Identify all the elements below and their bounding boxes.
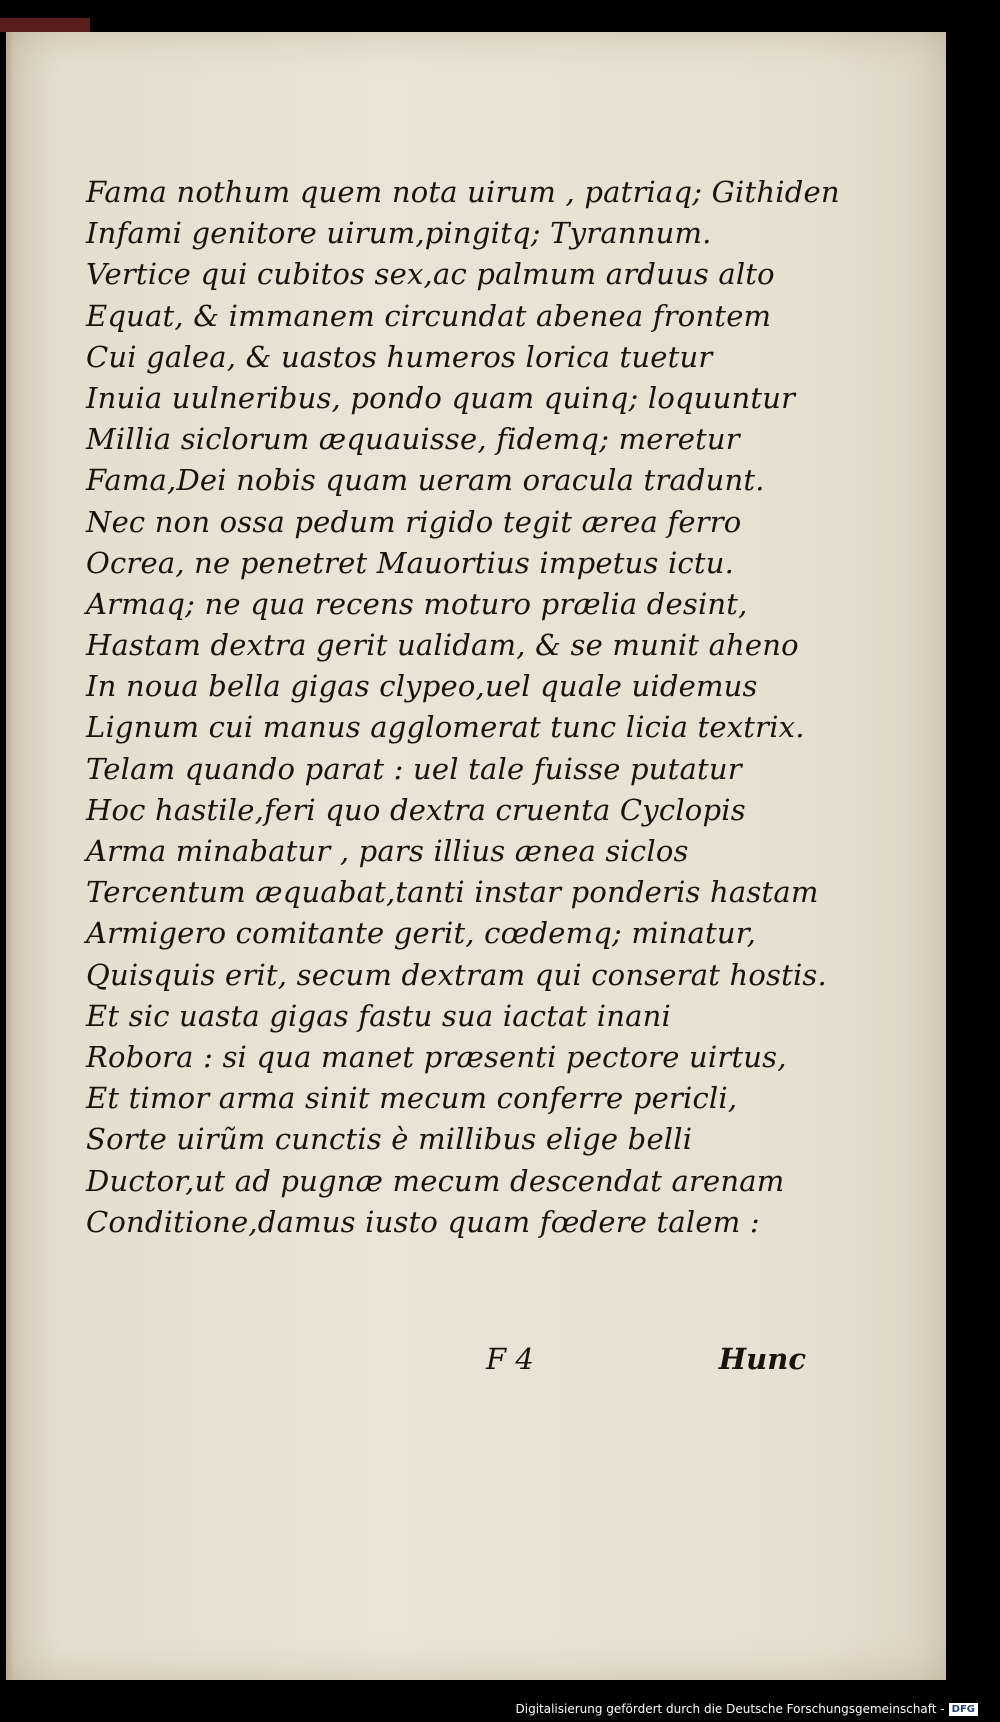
verse-line: Quisquis erit, secum dextram qui conserat hostis. (86, 957, 827, 992)
verse-line: Sorte uirũm cunctis è millibus elige belli (86, 1122, 693, 1157)
verse-line: In noua bella gigas clypeo,uel quale uidemus (86, 669, 758, 704)
signature-mark: F 4 (486, 1342, 534, 1376)
verse-line: Ocrea, ne penetret Mauortius impetus ictu. (86, 545, 735, 580)
verse-line: Et sic uasta gigas fastu sua iactat inani (86, 998, 671, 1033)
verse-line: Hastam dextra gerit ualidam, & se munit aheno (86, 628, 799, 663)
verse-line: Hoc hastile,feri quo dextra cruenta Cyclopis (86, 792, 746, 827)
credit-text: Digitalisierung gefördert durch die Deutsche Forschungsgemeinschaft - (515, 1702, 945, 1716)
catchword: Hunc (718, 1342, 806, 1376)
verse-line: Armigero comitante gerit, cœdemq; minatur, (86, 916, 756, 951)
page-footer-row (86, 1342, 806, 1382)
verse-line: Inuia uulneribus, pondo quam quinq; loquuntur (86, 380, 796, 415)
bookmark-tab (0, 18, 90, 32)
digitization-credit (516, 1702, 979, 1716)
verse-line: Ductor,ut ad pugnæ mecum descendat arenam (86, 1163, 785, 1198)
verse-line: Telam quando parat : uel tale fuisse putatur (86, 751, 742, 786)
verse-line: Fama nothum quem nota uirum , patriaq; Githiden (86, 175, 840, 209)
verse-line: Robora : si qua manet præsenti pectore uirtus, (86, 1039, 787, 1074)
verse-line: Nec non ossa pedum rigido tegit ærea ferro (86, 504, 742, 539)
verse-line: Armaq; ne qua recens moturo prælia desint, (86, 586, 748, 621)
verse-line: Lignum cui manus agglomerat tunc licia textrix. (86, 710, 805, 745)
verse-line: Cui galea, & uastos humeros lorica tuetur (86, 339, 713, 374)
dfg-logo-icon: DFG (949, 1703, 978, 1716)
verse-line: Et timor arma sinit mecum conferre pericli, (86, 1081, 738, 1116)
book-page (6, 32, 946, 1680)
verse-line: Conditione,damus iusto quam fœdere talem : (86, 1204, 760, 1239)
verse-line: Millia siclorum æquauisse, fidemq; meretur (86, 422, 740, 457)
verse-line: Arma minabatur , pars illius ænea siclos (86, 834, 689, 868)
verse-line: Vertice qui cubitos sex,ac palmum arduus alto (86, 257, 775, 292)
verse-line: Infami genitore uirum,pingitq; Tyrannum. (86, 216, 712, 251)
verse-line: Equat, & immanem circundat abenea frontem (86, 298, 772, 333)
page-gutter-shadow (6, 32, 14, 1680)
verse-line: Tercentum æquabat,tanti instar ponderis hastam (86, 875, 819, 910)
verse-text-block (86, 172, 840, 1243)
verse-line: Fama,Dei nobis quam ueram oracula tradunt. (86, 463, 765, 498)
